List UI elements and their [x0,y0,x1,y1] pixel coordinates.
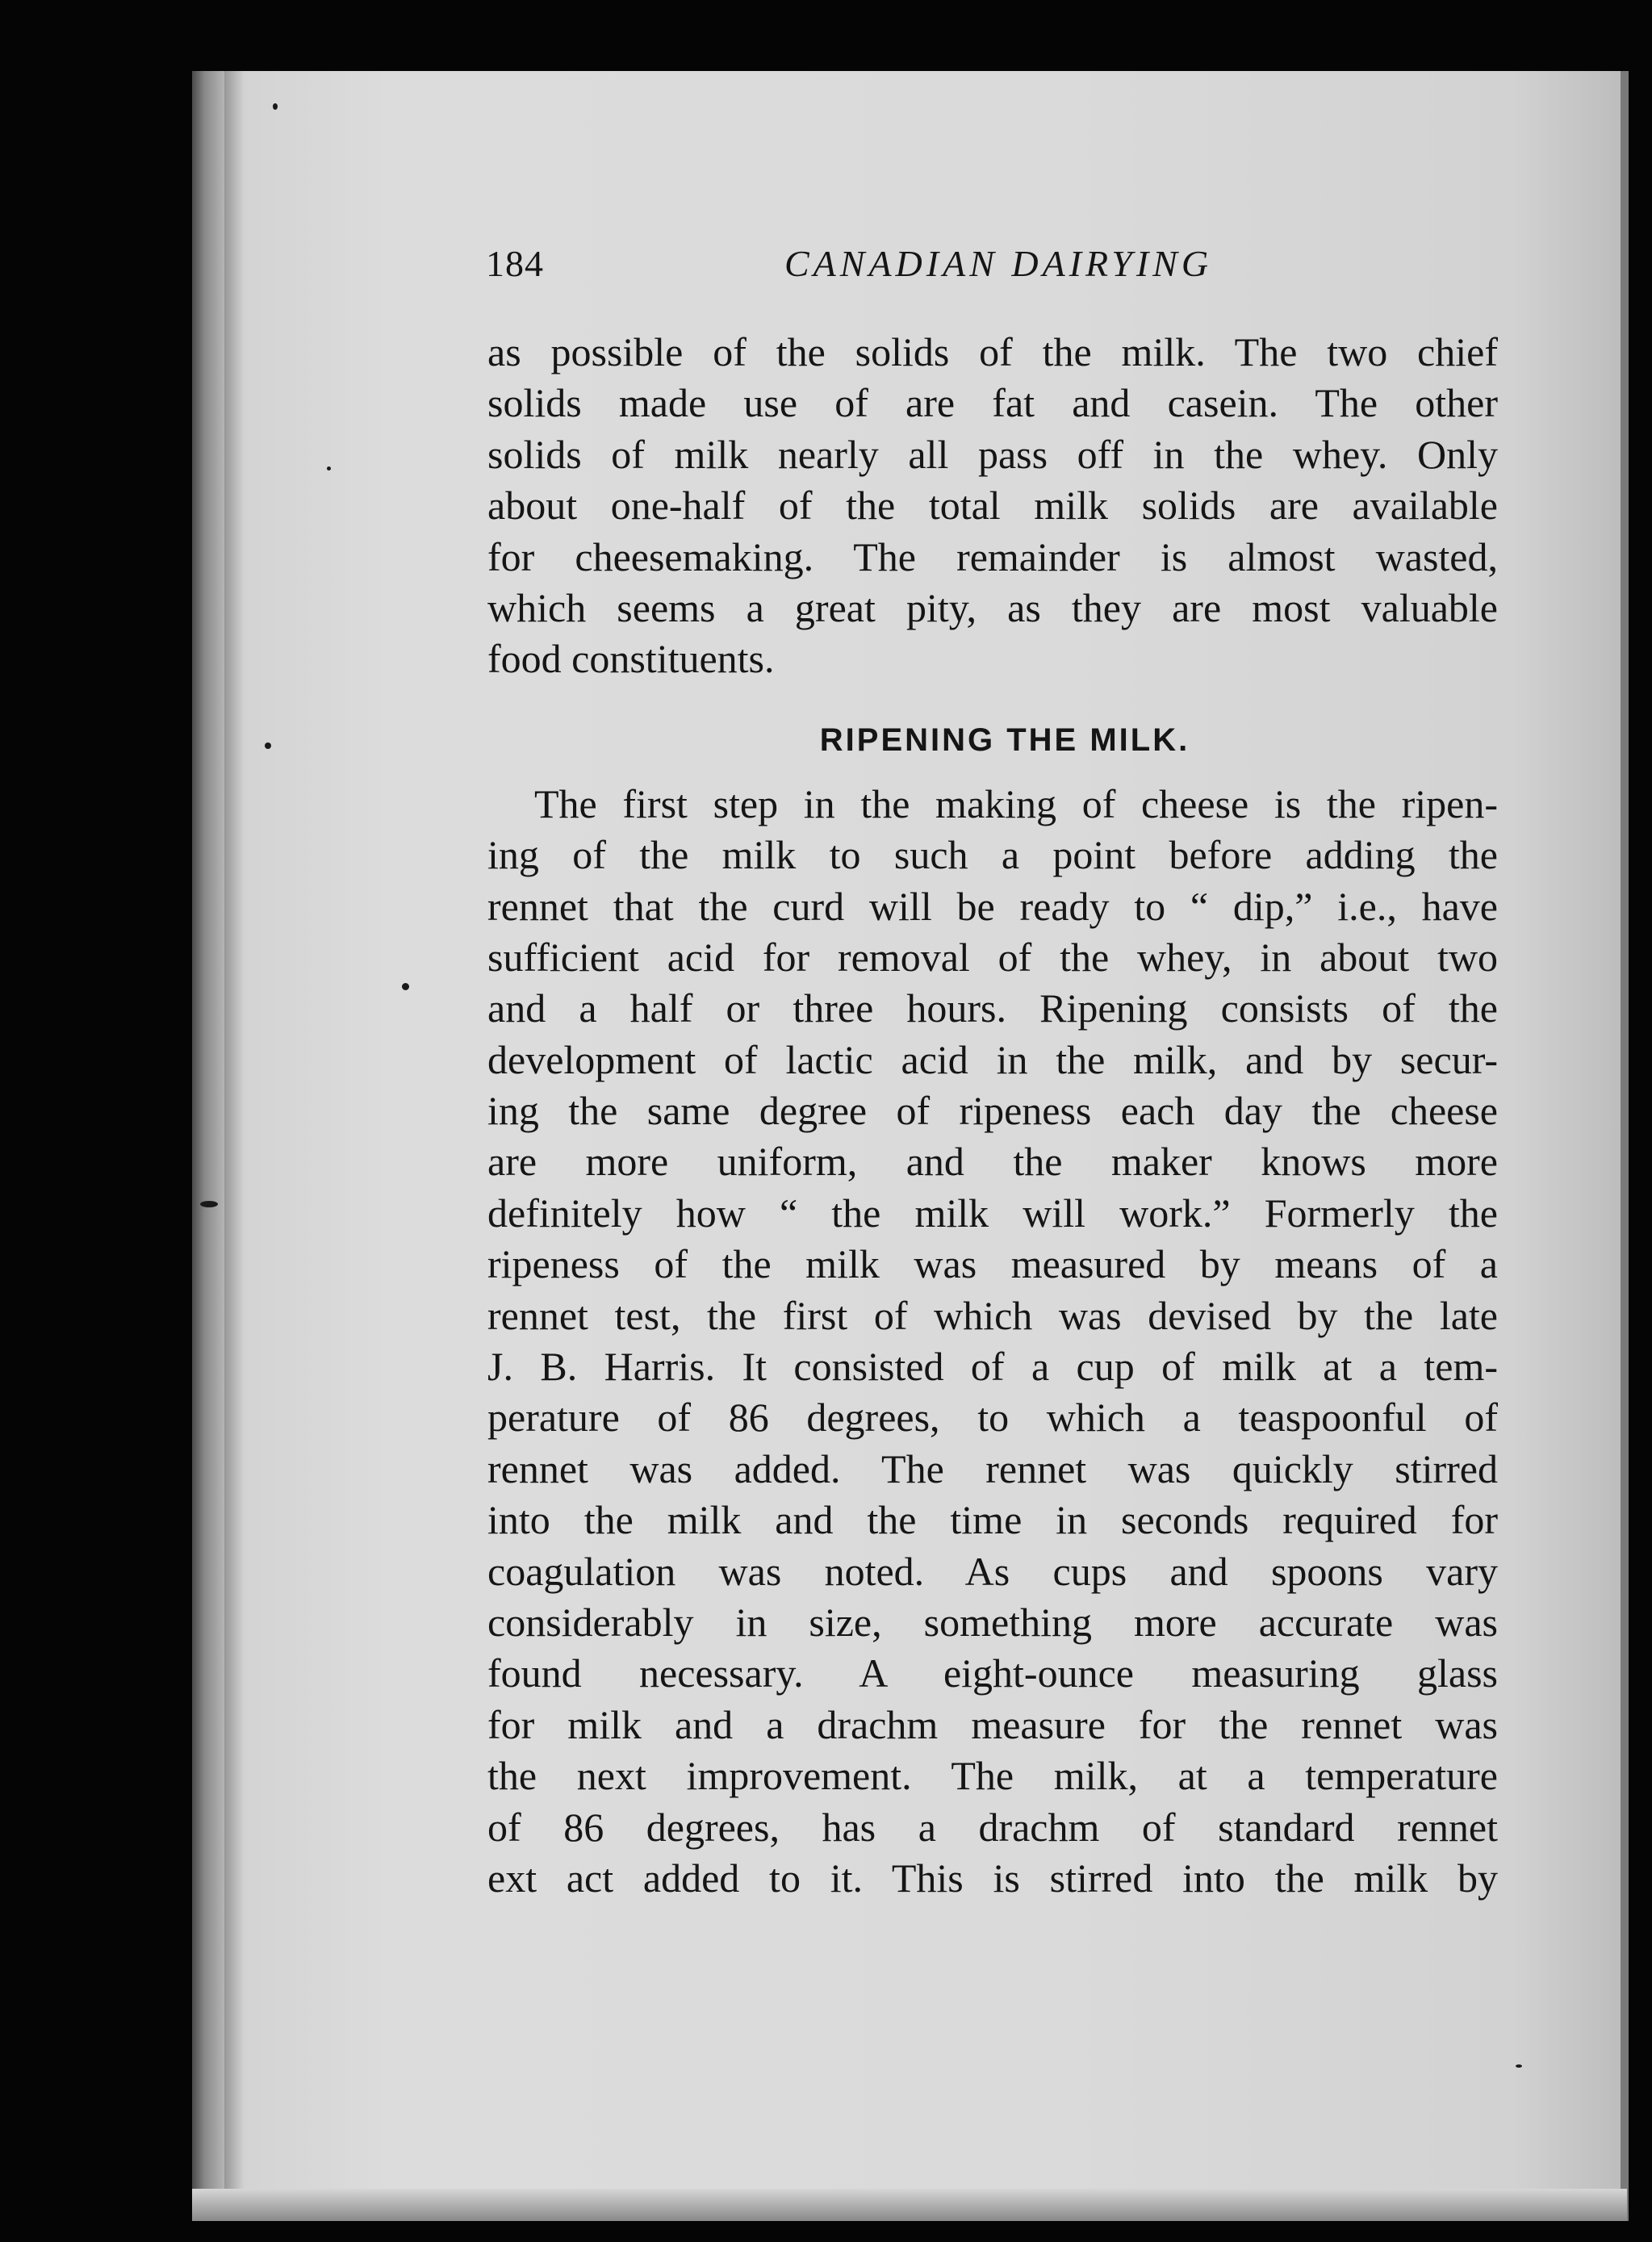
text-line: perature of 86 degrees, to which a teaspoonful of [487,1395,1498,1441]
scan-speck [265,742,271,749]
spacer [487,685,1498,701]
text-line: which seems a great pity, as they are most valuable [487,584,1498,630]
running-head [486,234,1495,307]
scan-speck [327,466,331,471]
text-line: rennet test, the first of which was devised by the late [487,1292,1498,1338]
scan-speck [1516,2064,1522,2068]
section-heading: RIPENING THE MILK. [819,722,1190,758]
text-line: the next improvement. The milk, at a temperature [487,1753,1498,1799]
text-line: for milk and a drachm measure for the rennet was [487,1701,1498,1747]
text-line: ripeness of the milk was measured by means of a [487,1241,1498,1287]
text-line: The first step in the making of cheese is the ripen- [534,780,1498,826]
text-line: definitely how “ the milk will work.” Formerly the [487,1190,1498,1236]
page-body [487,327,1498,1941]
running-title: CANADIAN DAIRYING [784,243,1213,284]
text-line: found necessary. A eight-ounce measuring glass [487,1650,1498,1696]
scan-speck [273,103,278,110]
text-line: development of lactic acid in the milk, and by secur- [487,1036,1498,1082]
text-line: sufficient acid for removal of the whey, in about two [487,934,1498,980]
text-line: ing the same degree of ripeness each day the cheese [487,1088,1498,1134]
text-line: J. B. Harris. It consisted of a cup of milk at a tem- [487,1344,1498,1390]
intro-paragraph [487,327,1498,685]
section-paragraph [487,779,1498,1905]
text-line: solids made use of are fat and casein. The other [487,380,1498,426]
text-line: as possible of the solids of the milk. The two chief [487,329,1498,374]
text-line: solids of milk nearly all pass off in the whey. Only [487,431,1498,477]
text-line: coagulation was noted. As cups and spoons vary [487,1548,1498,1594]
text-line: rennet was added. The rennet was quickly stirred [487,1445,1498,1491]
text-line: rennet that the curd will be ready to “ dip,” i.e., have [487,883,1498,929]
text-line: into the milk and the time in seconds required for [487,1497,1498,1543]
text-line: and a half or three hours. Ripening consists of the [487,985,1498,1031]
page-right-edge [1621,71,1629,2221]
text-line: of 86 degrees, has a drachm of standard rennet [487,1804,1498,1850]
book-binding-edge [192,71,224,2221]
text-line: about one-half of the total milk solids are available [487,483,1498,529]
text-line: ext act added to it. This is stirred into the milk by [487,1855,1498,1901]
text-line: considerably in size, something more accurate was [487,1599,1498,1645]
text-line: ing of the milk to such a point before adding the [487,832,1498,878]
gutter-shadow [224,71,244,2221]
scan-speck [200,1201,218,1207]
text-line: for cheesemaking. The remainder is almost wasted, [487,533,1498,579]
scan-speck [402,983,409,990]
text-line: are more uniform, and the maker knows more [487,1139,1498,1185]
text-line: food constituents. [487,636,775,682]
page-bottom-edge [192,2189,1627,2221]
page-number: 184 [486,243,544,284]
